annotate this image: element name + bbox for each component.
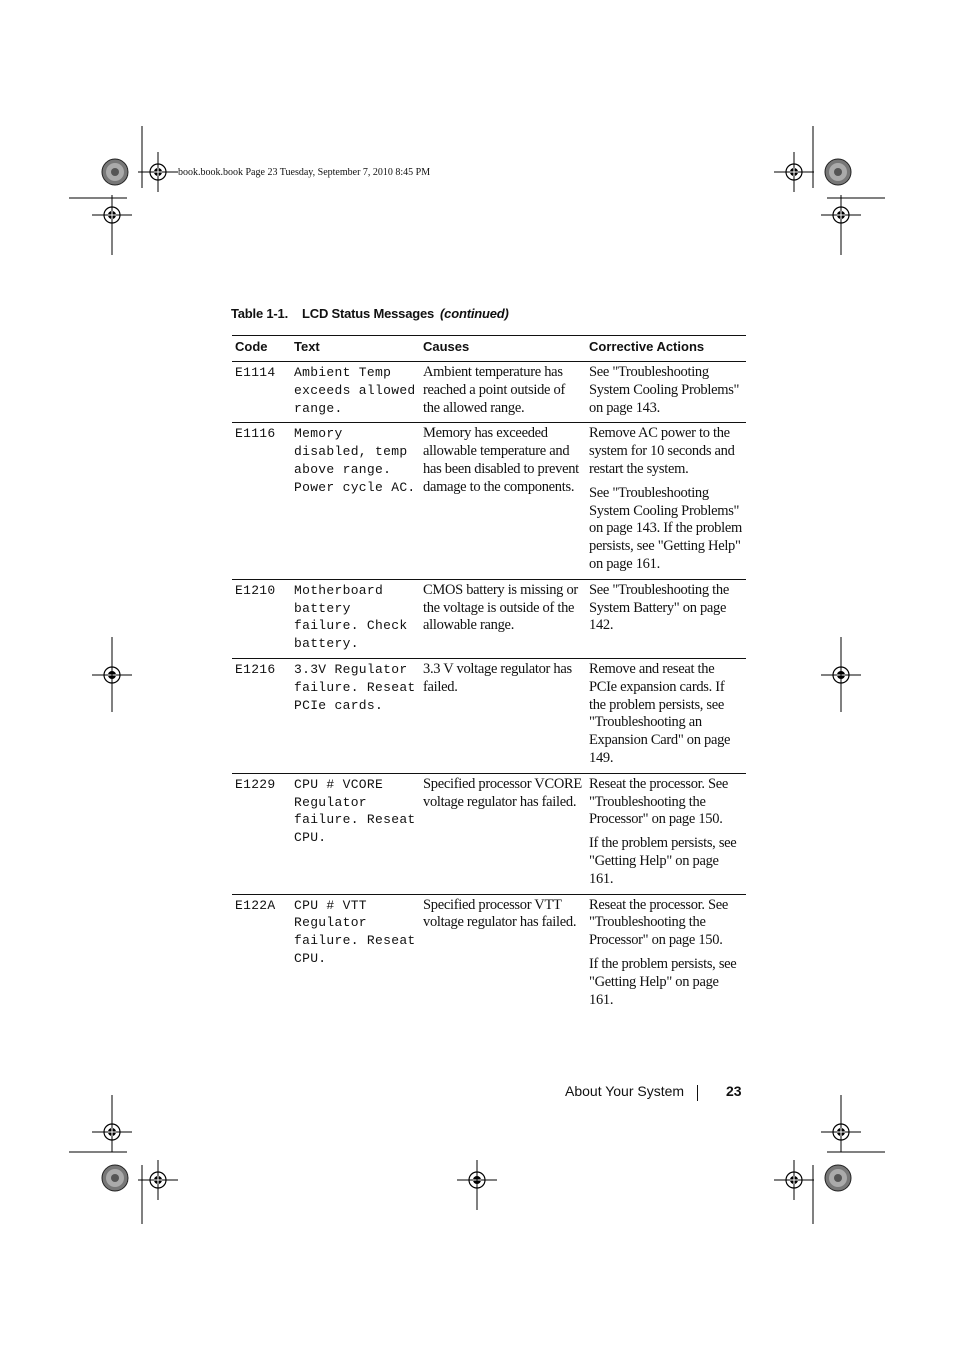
causes-cell: Memory has exceeded allowable temperature and has been disabled to prevent damage to the components. — [420, 423, 586, 579]
actions-cell — [586, 894, 746, 1014]
print-header: book.book.book Page 23 Tuesday, September 7, 2010 8:45 PM — [178, 167, 431, 178]
action-paragraph: If the problem persists, see "Getting Help" on page 161. — [589, 835, 737, 887]
code-cell: E122A — [235, 897, 276, 913]
table-continued: (continued) — [440, 306, 509, 321]
table-header-row — [232, 336, 746, 362]
code-cell: E1114 — [232, 362, 291, 423]
actions-cell — [586, 658, 746, 773]
action-paragraph: See "Troubleshooting System Cooling Problems" on page 143. — [589, 364, 740, 416]
action-paragraph: Reseat the processor. See "Troubleshooting the Processor" on page 150. — [589, 896, 729, 949]
table-row — [232, 423, 746, 579]
registration-mark-icon — [92, 1112, 132, 1152]
causes-cell: CMOS battery is missing or the voltage is outside of the allowable range. — [420, 579, 586, 658]
table-row — [232, 579, 746, 658]
causes-cell: Specified processor VTT voltage regulator has failed. — [423, 896, 577, 931]
registration-mark-icon — [821, 1112, 861, 1152]
code-cell: E1210 — [232, 579, 291, 658]
table-number: Table 1-1. — [231, 306, 289, 321]
star-target-icon — [825, 159, 851, 185]
table-caption — [231, 306, 509, 321]
actions-cell — [586, 773, 746, 894]
star-target-icon — [102, 1165, 128, 1191]
action-paragraph: Reseat the processor. See "Troubleshooting the Processor" on page 150. — [589, 775, 729, 828]
causes-cell: Ambient temperature has reached a point outside of the allowed range. — [420, 362, 586, 423]
text-cell: Ambient Temp exceeds allowed range. — [291, 362, 420, 423]
footer-divider — [697, 1085, 698, 1101]
registration-mark-icon — [821, 195, 861, 235]
lcd-status-table — [232, 335, 746, 1014]
text-cell: CPU # VTT Regulator failure. Reseat CPU. — [294, 897, 416, 966]
action-paragraph: Remove AC power to the system for 10 seconds and restart the system. — [589, 425, 735, 477]
code-cell: E1229 — [232, 773, 291, 894]
text-cell: Motherboard battery failure. Check battery. — [291, 579, 420, 658]
causes-cell: 3.3 V voltage regulator has failed. — [420, 658, 586, 773]
registration-mark-icon — [92, 195, 132, 235]
table-row — [232, 773, 746, 894]
page-number: 23 — [726, 1083, 742, 1099]
text-cell: CPU # VCORE Regulator failure. Reseat CPU. — [291, 773, 420, 894]
registration-mark-icon — [774, 1160, 814, 1200]
table-row — [232, 658, 746, 773]
column-header-actions: Corrective Actions — [586, 336, 746, 362]
registration-mark-icon — [138, 152, 178, 192]
text-cell: Memory disabled, temp above range. Power cycle AC. — [291, 423, 420, 579]
table-row — [232, 362, 746, 423]
star-target-icon — [825, 1165, 851, 1191]
column-header-causes: Causes — [420, 336, 586, 362]
text-cell: 3.3V Regulator failure. Reseat PCIe cards. — [291, 658, 420, 773]
footer-section-title: About Your System — [565, 1083, 685, 1099]
action-paragraph: See "Troubleshooting the System Battery" on page 142. — [589, 581, 729, 634]
action-paragraph: If the problem persists, see "Getting Help" on page 161. — [589, 955, 737, 1008]
table-title: LCD Status Messages — [302, 306, 435, 321]
actions-cell — [586, 362, 746, 423]
star-target-icon — [102, 159, 128, 185]
column-header-text: Text — [291, 336, 420, 362]
table-row — [232, 894, 746, 1014]
causes-cell: Specified processor VCORE voltage regulator has failed. — [420, 773, 586, 894]
code-cell: E1116 — [232, 423, 291, 579]
actions-cell — [586, 423, 746, 579]
action-paragraph: Remove and reseat the PCIe expansion cards. If the problem persists, see "Troubleshooting an Expansion Card" on page 149. — [589, 660, 731, 766]
column-header-code: Code — [232, 336, 291, 362]
registration-mark-icon — [774, 152, 814, 192]
action-paragraph: See "Troubleshooting System Cooling Problems" on page 143. If the problem persists, see "Getting Help" on page 161. — [589, 484, 742, 572]
registration-mark-icon — [138, 1160, 178, 1200]
actions-cell — [586, 579, 746, 658]
code-cell: E1216 — [232, 658, 291, 773]
